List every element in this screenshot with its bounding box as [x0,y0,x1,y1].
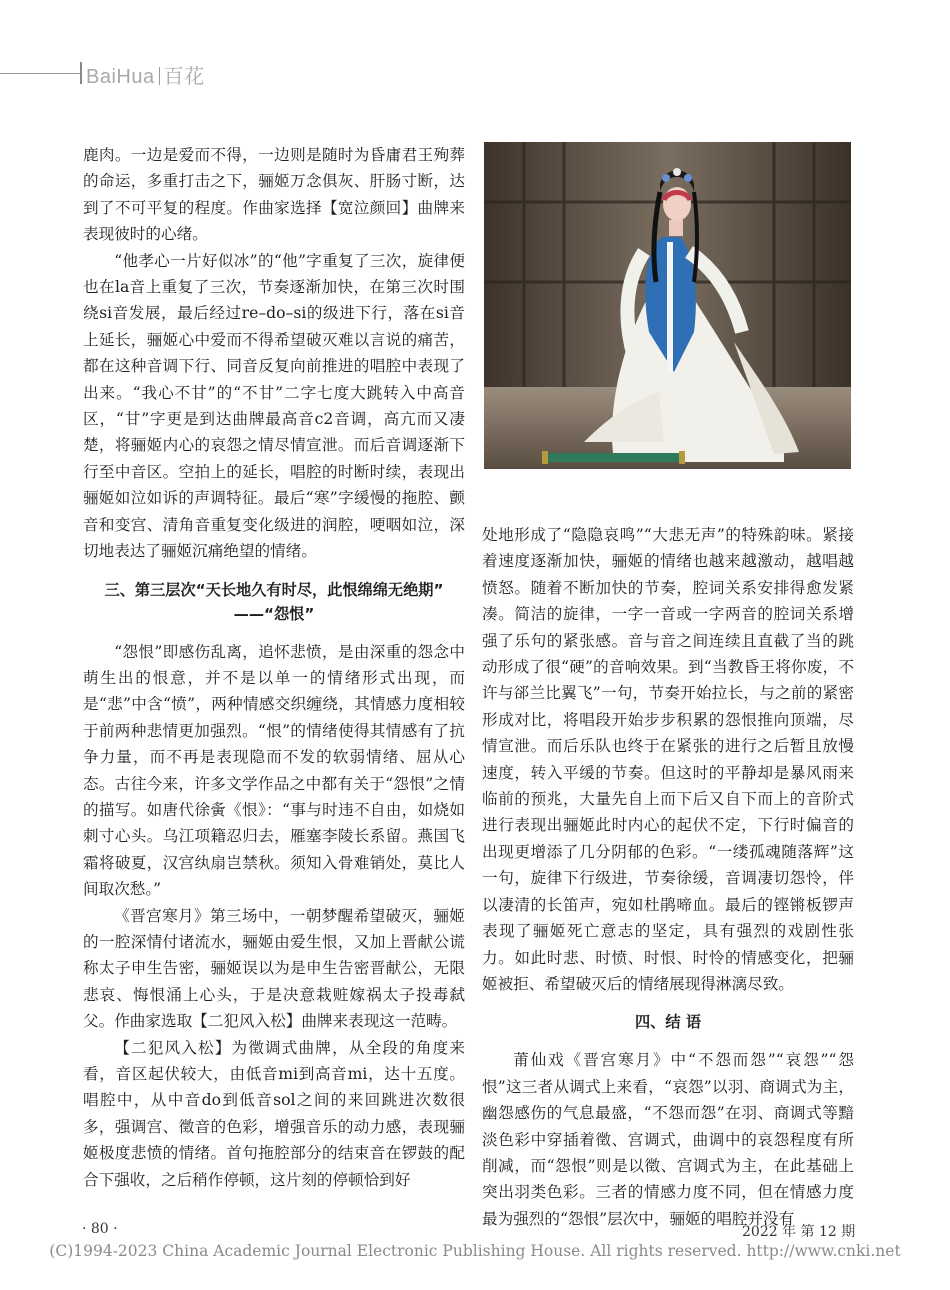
left-paragraph: 【二犯风入松】为徵调式曲牌，从全段的角度来看，音区起伏较大，由低音mi到高音mi，达十五度。唱腔中，从中音do到低音sol之间的来回跳进次数很多，强调宫、徵音的色彩，增强音乐的动力感，表现骊姬极度悲愤的情绪。首句拖腔部分的结束音在锣鼓的配合下强收，之后稍作停顿，这片刻的停顿恰到好 [83,1038,465,1189]
left-paragraph: “他孝心一片好似冰”的“他”字重复了三次，旋律便也在la音上重复了三次，节奏逐渐加快，在第三次时围绕si音发展，最后经过re–do–si的级进下行，落在si音上延长，骊姬心中爱而不得希望破灭难以言说的痛苦，都在这种音调下行、同音反复向前推进的唱腔中表现了出来。“我心不甘”的“不甘”二字七度大跳转入中高音区，“甘”字更是到达曲牌最高音c2音调，高亢而又凄楚，将骊姬内心的哀怨之情尽情宣泄。而后音调逐渐下行至中音区。空拍上的延长，唱腔的时断时续，表现出骊姬如泣如诉的声调特征。最后“寒”字缓慢的拖腔、颤音和变宫、清角音重复变化级进的润腔，哽咽如泣，深切地表达了骊姬沉痛绝望的情绪。 [83,251,465,561]
brand-cn: 百花 [163,66,205,88]
right-column [482,522,854,1232]
photo-illustration [484,142,851,469]
section-3-title: 三、第三层次“天长地久有时尽，此恨绵绵无绝期” [104,580,444,599]
journal-brand [86,60,205,89]
left-paragraph: 《晋宫寒月》第三场中，一朝梦醒希望破灭，骊姬的一腔深情付诸流水，骊姬由爱生恨，又加上晋献公谎称太子申生告密，骊姬误以为是申生告密晋献公，无限悲哀、悔恨涌上心头，于是决意栽赃嫁祸太子投毒弑父。作曲家选取【二犯风入松】曲牌来表现这一范畴。 [83,906,465,1031]
opera-performer-photo [484,142,851,469]
right-paragraph: 处地形成了“隐隐哀鸣”“大悲无声”的特殊韵味。紧接着速度逐渐加快，骊姬的情绪也越来越激动，越唱越愤怒。随着不断加快的节奏，腔词关系安排得愈发紧凑。简洁的旋律，一字一音或一字两音的腔词关系增强了乐句的紧张感。音与音之间连续且直截了当的跳动形成了很“硬”的音响效果。到“当教昏王将你废，不许与郤兰比翼飞”一句，节奏开始拉长，与之前的紧密形成对比，将唱段开始步步积累的怨恨推向顶端，尽情宣泄。而后乐队也终于在紧张的进行之后暂且放慢速度，转入平缓的节奏。但这时的平静却是暴风雨来临前的预兆，大量先自上而下后又自下而上的音阶式进行表现出骊姬此时内心的起伏不定，下行时偏音的出现更增添了几分阴郁的色彩。“一缕孤魂随落辉”这一句，旋律下行级进，节奏徐缓，音调凄切怨怜，伴以凄清的长笛声，宛如杜鹃啼血。最后的铿锵板锣声表现了骊姬死亡意志的坚定，具有强烈的戏剧性张力。如此时悲、时愤、时恨、时怜的情感变化，把骊姬被拒、希望破灭后的情绪展现得淋漓尽致。 [482,526,854,993]
left-paragraph: “怨恨”即感伤乱离，追怀悲愤，是由深重的怨念中萌生出的恨意，并不是以单一的情绪形式出现，而是“悲”中含“愤”，两种情感交织缠绕，其情感力度相较于前两种悲情更加强烈。“恨”的情绪使得其情感有了抗争力量，而不再是表现隐而不发的软弱情绪、屈从心态。古往今来，许多文学作品之中都有关于“怨恨”之情的描写。如唐代徐夤《恨》：“事与时违不自由，如烧如刺寸心头。乌江项籍忍归去，雁塞李陵长系留。燕国飞霜将破夏，汉宫纨扇岂禁秋。须知入骨难销处，莫比人间取次愁。” [83,642,465,899]
left-column [83,142,465,1193]
brand-separator [159,67,160,85]
section-3-subtitle: ——“怨恨” [233,604,315,623]
section-4-heading: 四、结 语 [634,1013,702,1032]
copyright-line: (C)1994-2023 China Academic Journal Electronic Publishing House. All rights reserved. http://www.cnki.net [49,1242,901,1260]
right-paragraph: 莆仙戏《晋宫寒月》中“不怨而怨”“哀怨”“怨恨”这三者从调式上来看，“哀怨”以羽、商调式为主，幽怨感伤的气息最盛，“不怨而怨”在羽、商调式等黯淡色彩中穿插着徵、宫调式，曲调中的哀怨程度有所削减，而“怨恨”则是以徵、宫调式为主，在此基础上突出羽类色彩。三者的情感力度不同，但在情感力度最为强烈的“怨恨”层次中，骊姬的唱腔并没有 [482,1051,854,1228]
brand-latin: BaiHua [86,66,155,88]
header-divider [80,62,82,84]
page-number: · 80 · [82,1221,118,1237]
issue-label: 2022 年 第 12 期 [742,1224,856,1240]
left-paragraph: 鹿肉。一边是爱而不得，一边则是随时为昏庸君王殉葬的命运，多重打击之下，骊姬万念俱灰、肝肠寸断，达到了不可平复的程度。作曲家选择【宽泣颜回】曲牌来表现彼时的心绪。 [83,146,465,244]
section-3-heading [83,578,465,626]
header-rule [0,73,80,74]
